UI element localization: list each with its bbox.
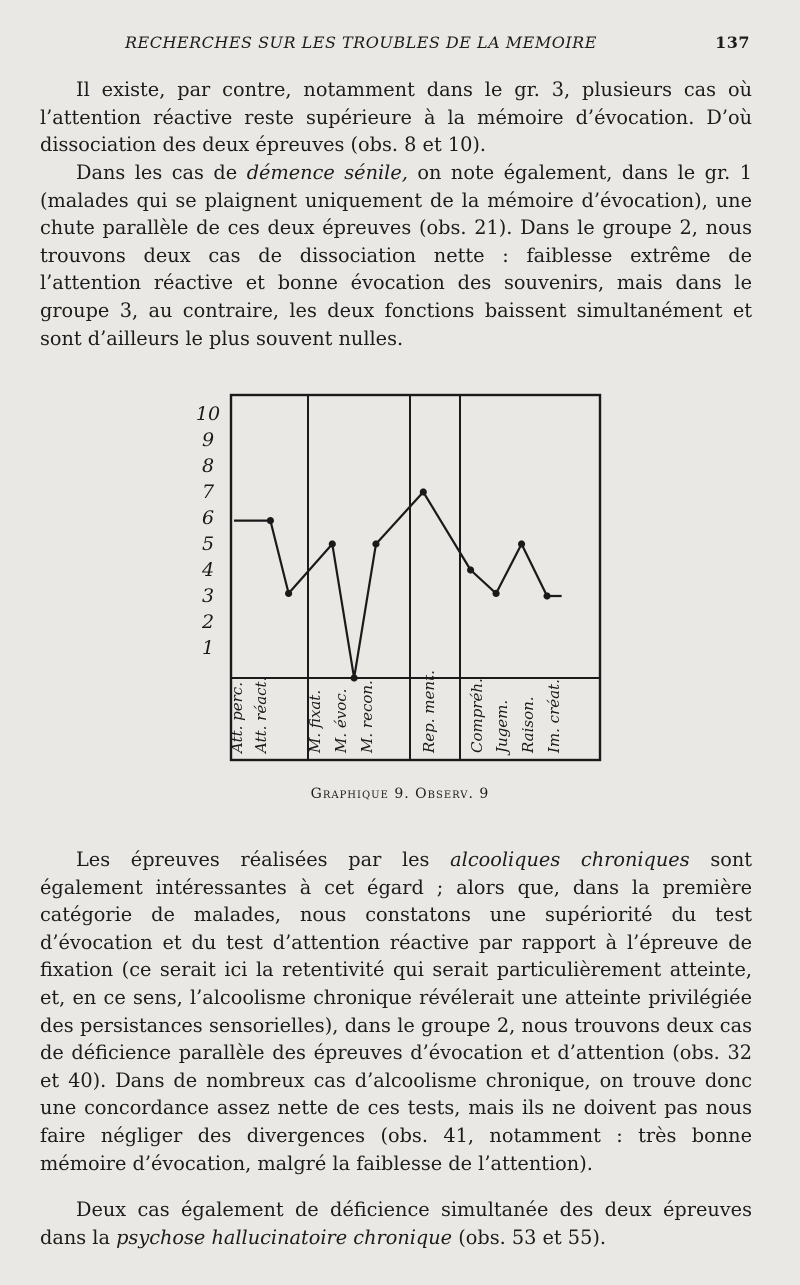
data-point: [467, 566, 474, 573]
data-point: [543, 592, 550, 599]
x-category-label: Att. réact.: [252, 676, 270, 753]
paragraph-2-text-a: Dans les cas de: [76, 161, 247, 184]
y-tick-label: 6: [201, 507, 215, 529]
y-tick-label: 1: [201, 637, 215, 659]
data-point: [351, 674, 358, 681]
paragraph-1: [40, 76, 752, 159]
y-tick-label: 3: [201, 585, 215, 607]
data-point: [329, 540, 336, 547]
y-tick-label: 2: [201, 611, 215, 633]
paragraph-4: [40, 1196, 752, 1251]
x-category-label: M. évoc.: [332, 688, 350, 753]
y-tick-label: 7: [201, 481, 215, 503]
x-axis-labels: [228, 670, 563, 756]
x-category-label: Raison.: [519, 696, 537, 753]
paragraph-3-text-a: Les épreuves réalisées par les: [76, 848, 451, 871]
x-category-label: Jugem.: [493, 699, 511, 753]
page-number: 137: [715, 33, 750, 52]
paragraph-4-text-a: Deux cas également de déficience simultanée des deux épreuves dans la: [40, 1198, 752, 1249]
series-line: [234, 492, 562, 678]
y-tick-label: 8: [201, 455, 215, 477]
x-category-label: Im. créat.: [545, 679, 563, 753]
data-point: [420, 488, 427, 495]
paragraph-2: [40, 159, 752, 352]
data-point: [492, 590, 499, 597]
paragraph-2-emphasis: démence sénile,: [246, 161, 408, 184]
paragraph-1-text: Il existe, par contre, notamment dans le gr. 3, plusieurs cas où l’attention réactive reste supérieure à la mémoire d’évocation. D’où dissociation des deux épreuves (obs. 8 et 10).: [40, 78, 752, 157]
data-point: [372, 540, 379, 547]
y-axis-ticks: [196, 403, 220, 659]
x-category-label: Att. perc.: [228, 682, 246, 753]
y-tick-label: 10: [195, 403, 221, 425]
memory-profile-chart: [190, 385, 610, 780]
y-tick-label: 5: [201, 533, 215, 555]
x-category-label: M. fixat.: [306, 689, 324, 753]
paragraph-4-text-b: (obs. 53 et 55).: [452, 1225, 606, 1249]
paragraph-3-emphasis: alcooliques chroniques: [450, 848, 690, 871]
x-category-label: Compréh.: [468, 678, 486, 753]
data-point: [285, 590, 292, 597]
paragraph-4-emphasis: psychose hallucinatoire chronique: [116, 1225, 453, 1249]
x-category-label: Rep. ment.: [420, 670, 438, 753]
data-point: [518, 540, 525, 547]
chart-series: [234, 488, 610, 681]
x-category-label: M. recon.: [358, 680, 376, 753]
y-tick-label: 9: [201, 429, 215, 451]
running-title: RECHERCHES SUR LES TROUBLES DE LA MEMOIRE: [125, 33, 597, 52]
data-point: [267, 517, 274, 524]
figure-caption: Graphique 9. Observ. 9: [310, 786, 490, 802]
y-tick-label: 4: [201, 559, 215, 581]
paragraph-3-text-b: sont également intéressantes à cet égard ; alors que, dans la première catégorie de malades, nous constatons une supériorité du test d’évocation et du test d’attention réactive par rapport à l’épreuve de fixation (ce serait ici la retentivité qui serait particulièrement atteinte, et, en ce sens, l’alcoolisme chronique révélerait une atteinte privilégiée des persistances sensorielles), dans le groupe 2, nous trouvons deux cas de déficience parallèle des épreuves d’évocation et d’attention (obs. 32 et 40). Dans de nombreux cas d’alcoolisme chronique, on trouve donc une concordance assez nette de ces tests, mais ils ne doivent pas nous faire négliger des divergences (obs. 41, notamment : très bonne mémoire d’évocation, malgré la faiblesse de l’attention).: [40, 848, 752, 1175]
paragraph-3: [40, 846, 752, 1177]
paragraph-2-text-b: on note également, dans le gr. 1 (malades qui se plaignent uniquement de la mémoire d’évocation), une chute parallèle de ces deux épreuves (obs. 21). Dans le groupe 2, nous trouvons deux cas de dissociation nette : faiblesse extrême de l’attention réactive et bonne évocation des souvenirs, mais dans le groupe 3, au contraire, les deux fonctions baissent simultanément et sont d’ailleurs le plus souvent nulles.: [40, 161, 752, 350]
